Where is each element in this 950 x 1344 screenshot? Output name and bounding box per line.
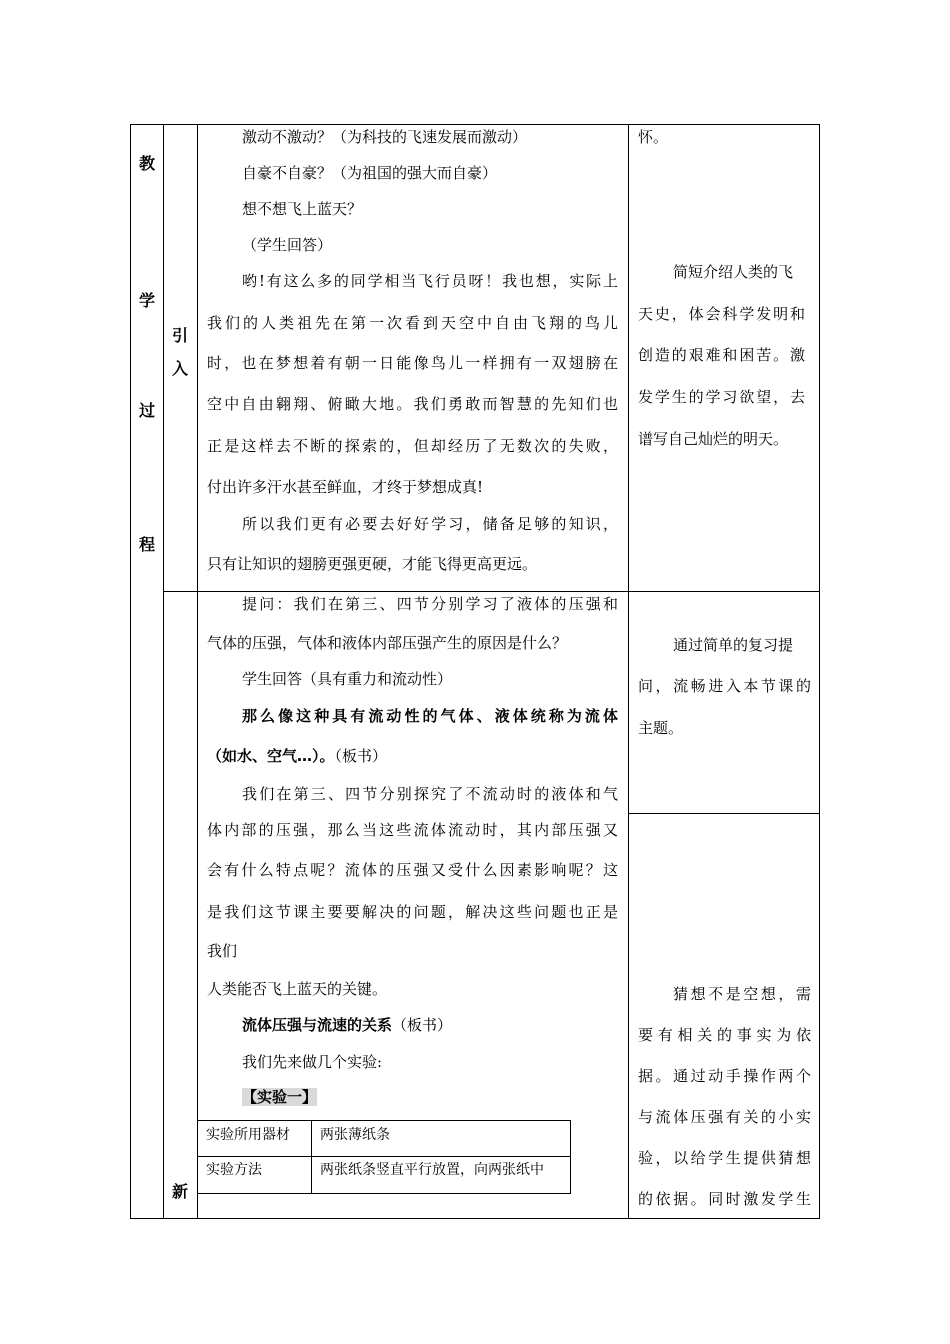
outer-border-right	[819, 124, 820, 1219]
note-line: 主题。	[638, 719, 684, 737]
intro-line: 激动不激动？（为科技的飞速发展而激动）	[242, 128, 528, 146]
exp-table-top	[197, 1120, 571, 1121]
experiment-title-text: 【实验一】	[242, 1088, 318, 1106]
note-line: 验，以给学生提供猜想	[638, 1149, 811, 1167]
intro-line: 正是这样去不断的探索的，但却经历了无数次的失败，	[207, 437, 618, 455]
new-line: 人类能否飞上蓝天的关键。	[207, 980, 388, 998]
outer-border-left	[130, 124, 131, 1219]
new-line: 我们在第三、四节分别探究了不流动时的液体和气	[242, 785, 618, 803]
note-line: 的依据。同时激发学生	[638, 1190, 811, 1208]
intro-line: 空中自由翱翔、俯瞰大地。我们勇敢而智慧的先知们也	[207, 395, 618, 413]
exp-table-bottom	[197, 1193, 571, 1194]
outer-border-top	[130, 124, 820, 125]
new-line: 我们	[207, 942, 238, 960]
heading-bold: 流体压强与流速的关系	[242, 1016, 393, 1034]
stage-label-char: 入	[172, 359, 189, 378]
intro-line: 时，也在梦想着有朝一日能像鸟儿一样拥有一双翅膀在	[207, 354, 618, 372]
new-line: 提问：我们在第三、四节分别学习了液体的压强和	[242, 595, 618, 613]
section-label-char: 程	[139, 535, 156, 554]
exp-table-cell: 实验方法	[206, 1162, 262, 1178]
new-line	[207, 747, 387, 765]
stage-label-char: 引	[172, 326, 189, 345]
note-line: 发学生的学习欲望，去	[638, 388, 805, 406]
board-note: （板书）	[334, 747, 388, 765]
experiment-title	[242, 1088, 317, 1106]
note-line: 创造的艰难和困苦。激	[638, 346, 805, 364]
note-line: 要有相关的事实为依	[638, 1026, 811, 1044]
col-divider-3	[628, 124, 629, 1219]
col-divider-2	[197, 124, 198, 1219]
new-line-bold: 那么像这种具有流动性的气体、液体统称为流体	[242, 707, 618, 725]
intro-line: 只有让知识的翅膀更强更硬，才能飞得更高更远。	[207, 555, 538, 573]
note-line: 据。通过动手操作两个	[638, 1067, 811, 1085]
intro-line: 付出许多汗水甚至鲜血，才终于梦想成真!	[207, 478, 484, 496]
exp-table-cell: 实验所用器材	[206, 1127, 290, 1143]
intro-line: 我们的人类祖先在第一次看到天空中自由飞翔的鸟儿	[207, 314, 618, 332]
intro-line: （学生回答）	[242, 236, 333, 254]
note-line: 与流体压强有关的小实	[638, 1108, 811, 1126]
exp-table-col	[311, 1120, 312, 1194]
intro-line: 想不想飞上蓝天？	[242, 200, 363, 218]
new-line: 我们先来做几个实验:	[242, 1053, 383, 1071]
intro-line: 自豪不自豪？（为祖国的强大而自豪）	[242, 164, 498, 182]
new-line: 气体的压强，气体和液体内部压强产生的原因是什么？	[207, 634, 568, 652]
section-label-char: 过	[139, 401, 156, 420]
note-line: 怀。	[638, 128, 669, 146]
row-divider-notes	[628, 813, 820, 814]
section-label-char: 教	[139, 154, 156, 173]
intro-line: 哟!有这么多的同学相当飞行员呀！我也想，实际上	[242, 272, 618, 290]
intro-line: 所以我们更有必要去好好学习，储备足够的知识，	[242, 515, 618, 533]
outer-border-bottom	[130, 1218, 820, 1219]
new-line: 学生回答（具有重力和流动性）	[242, 670, 453, 688]
note-line: 天史，体会科学发明和	[638, 305, 805, 323]
note-line: 简短介绍人类的飞	[673, 263, 794, 281]
board-note: （板书）	[392, 1016, 453, 1034]
section-label-char: 学	[139, 291, 156, 310]
col-divider-1	[163, 124, 164, 1219]
new-line-bold: （如水、空气…）。	[207, 747, 335, 765]
stage-label-new: 新	[172, 1182, 189, 1201]
note-line: 猜想不是空想，需	[673, 985, 811, 1003]
exp-table-cell: 两张薄纸条	[320, 1127, 390, 1143]
new-line: 会有什么特点呢？流体的压强又受什么因素影响呢？这	[207, 861, 618, 879]
note-line: 谱写自己灿烂的明天。	[638, 430, 789, 448]
note-line: 通过简单的复习提	[673, 636, 794, 654]
new-line: 体内部的压强，那么当这些流体流动时，其内部压强又	[207, 821, 618, 839]
new-line	[242, 1016, 452, 1034]
exp-table-cell: 两张纸条竖直平行放置，向两张纸中	[320, 1162, 544, 1178]
row-divider-intro	[163, 591, 820, 592]
new-line: 是我们这节课主要要解决的问题，解决这些问题也正是	[207, 903, 618, 921]
exp-table-right	[570, 1120, 571, 1194]
exp-table-mid	[197, 1156, 571, 1157]
note-line: 问，流畅进入本节课的	[638, 677, 811, 695]
